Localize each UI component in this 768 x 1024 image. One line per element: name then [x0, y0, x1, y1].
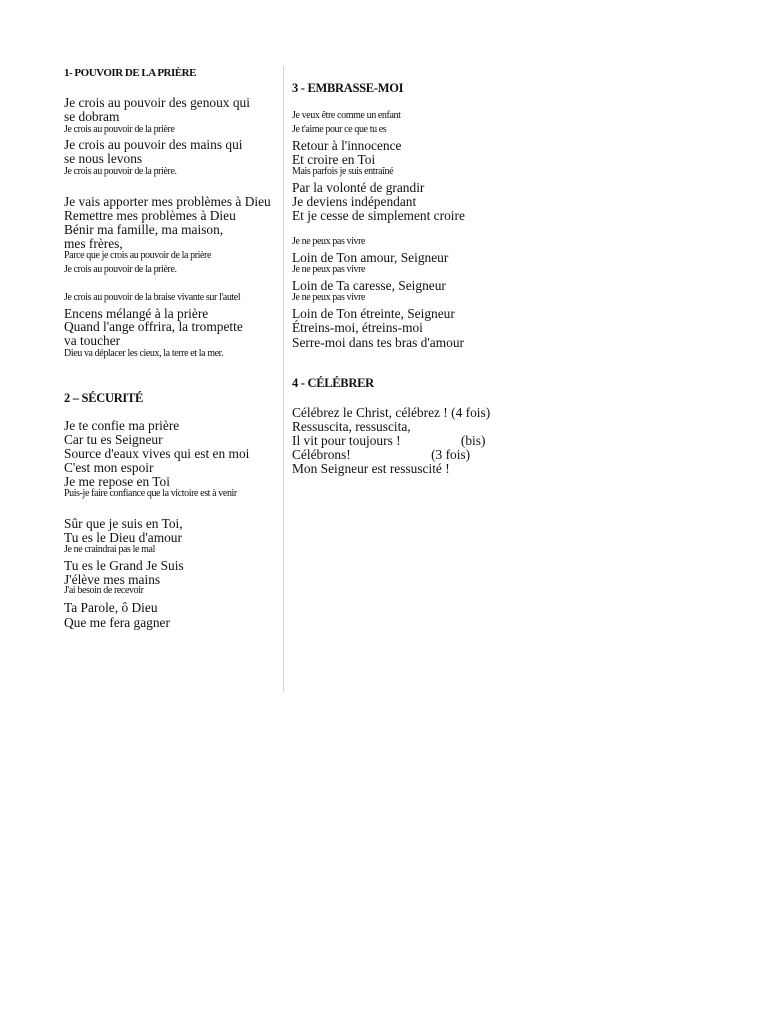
lyric-line: Ressuscita, ressuscita, [292, 419, 411, 434]
lyric-line: Je me repose en Toi [64, 474, 170, 489]
lyric-line: Je ne peux pas vivre [292, 264, 366, 275]
lyric-line: Mais parfois je suis entraîné [292, 166, 394, 177]
lyric-line: Étreins-moi, étreins-moi [292, 320, 423, 335]
lyric-line: Loin de Ta caresse, Seigneur [292, 278, 446, 293]
lyric-line: Remettre mes problèmes à Dieu [64, 208, 236, 223]
lyric-line: Encens mélangé à la prière [64, 306, 209, 321]
lyric-line: Célébrez le Christ, célébrez ! (4 fois) [292, 405, 491, 420]
lyric-line: Je t'aime pour ce que tu es [292, 124, 387, 135]
lyric-line: Il vit pour toujours ! (bis) [292, 433, 486, 448]
lyric-line: Tu es le Grand Je Suis [64, 558, 184, 573]
lyric-line: Loin de Ton amour, Seigneur [292, 250, 449, 265]
lyric-line: Je ne peux pas vivre [292, 292, 366, 303]
lyric-line: Loin de Ton étreinte, Seigneur [292, 306, 455, 321]
lyric-line: J'ai besoin de recevoir [64, 585, 144, 596]
section-title: 1- POUVOIR DE LA PRIÈRE [64, 67, 196, 79]
lyric-line: Je ne craindrai pas le mal [64, 544, 155, 555]
lyric-line: Car tu es Seigneur [64, 432, 163, 447]
lyric-line: Je crois au pouvoir de la prière. [64, 264, 177, 275]
lyric-line: Puis-je faire confiance que la victoire est à venir [64, 488, 237, 499]
lyric-line: Je crois au pouvoir des mains qui se nous levons [64, 137, 243, 166]
section-title: 3 - EMBRASSE-MOI [292, 81, 404, 95]
lyric-line: Je crois au pouvoir de la prière. [64, 166, 177, 177]
lyric-line: Je crois au pouvoir de la braise vivante sur l'autel [64, 292, 241, 303]
lyric-line: mes frères, [64, 236, 123, 251]
lyric-line: Je crois au pouvoir des genoux qui se dobram [64, 95, 250, 124]
section-title: 2 – SÉCURITÉ [64, 391, 144, 405]
lyric-line: Je deviens indépendant [292, 194, 417, 209]
section-title: 4 - CÉLÉBRER [292, 376, 374, 390]
lyric-line: Je ne peux pas vivre [292, 236, 366, 247]
lyric-line: Mon Seigneur est ressuscité ! [292, 461, 450, 476]
column-divider [283, 66, 284, 692]
lyric-line: Parce que je crois au pouvoir de la prière [64, 250, 212, 261]
lyric-line: Retour à l'innocence [292, 138, 402, 153]
lyric-line: Serre-moi dans tes bras d'amour [292, 335, 464, 350]
lyric-line: Sûr que je suis en Toi, [64, 516, 183, 531]
lyric-line: Bénir ma famille, ma maison, [64, 222, 224, 237]
lyric-line: Que me fera gagner [64, 615, 170, 630]
lyric-line: Je te confie ma prière [64, 418, 180, 433]
lyric-line: C'est mon espoir [64, 460, 154, 475]
lyric-line: Célébrons! (3 fois) [292, 447, 471, 462]
lyric-line: Je crois au pouvoir de la prière [64, 124, 175, 135]
lyric-line: Je veux être comme un enfant [292, 110, 401, 121]
lyric-line: Dieu va déplacer les cieux, la terre et la mer. [64, 348, 224, 359]
lyric-line: Et croire en Toi [292, 152, 376, 167]
lyric-line: Et je cesse de simplement croire [292, 208, 465, 223]
lyric-line: Quand l'ange offrira, la trompette va toucher [64, 319, 243, 348]
lyric-line: Tu es le Dieu d'amour [64, 530, 182, 545]
lyric-line: J'élève mes mains [64, 572, 161, 587]
lyric-line: Je vais apporter mes problèmes à Dieu [64, 194, 271, 209]
lyric-line: Par la volonté de grandir [292, 180, 425, 195]
lyric-line: Ta Parole, ô Dieu [64, 600, 158, 615]
lyric-line: Source d'eaux vives qui est en moi [64, 446, 250, 461]
